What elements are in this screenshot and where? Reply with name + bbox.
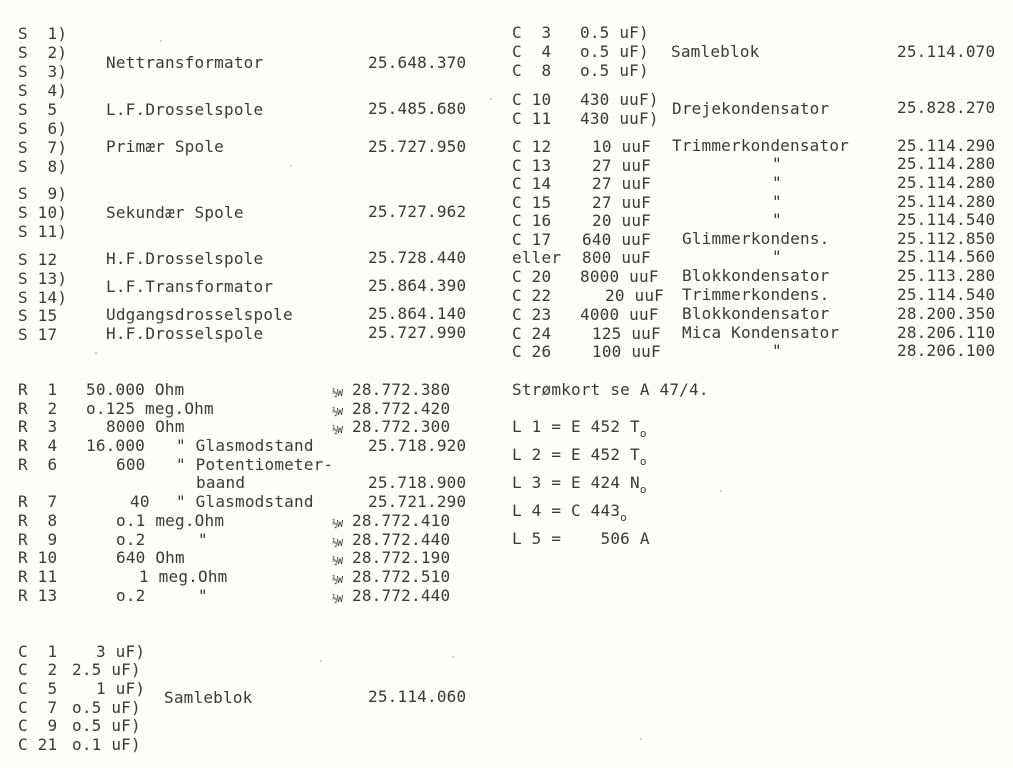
r-value: o.125 meg.Ohm [86, 399, 214, 418]
s-code: S 14) [18, 288, 68, 307]
c-name: Trimmerkondens. [682, 285, 830, 304]
c-number: 28.200.350 [897, 304, 996, 323]
c-code: C 3 [512, 23, 552, 42]
s-name: H.F.Drosselspole [106, 324, 264, 343]
c-value: 10 uuF [592, 137, 651, 156]
c-code: C 9 [18, 716, 58, 735]
c-value: 800 uuF [582, 248, 651, 267]
c-number: 25.114.280 [897, 173, 996, 192]
c-name: " [772, 210, 782, 229]
scan-speck [320, 660, 322, 662]
c-name: Samleblok [164, 688, 253, 707]
r-code: R 2 [18, 399, 58, 418]
c-value: 2.5 uF) [72, 660, 141, 679]
r-desc: " Glasmodstand [176, 436, 314, 455]
r-number: 28.772.420 [352, 399, 451, 418]
s-name: Primær Spole [106, 137, 224, 156]
c-code: C 11 [512, 109, 552, 128]
r-number: 25.721.290 [368, 492, 467, 511]
c-value: 1 uF) [96, 679, 146, 698]
r-watt: ½W [332, 519, 343, 530]
c-value: 3 uF) [96, 642, 146, 661]
r-value: 600 [116, 455, 146, 474]
s-number: 25.728.440 [368, 248, 467, 267]
r-number: 28.772.440 [352, 586, 451, 605]
s-code: S 3) [18, 62, 68, 81]
r-value: 16.000 [86, 436, 145, 455]
scan-speck [720, 490, 722, 492]
c-value: o.5 uF) [72, 698, 141, 717]
scan-speck [290, 165, 292, 167]
c-number: 28.206.110 [897, 323, 996, 342]
s-name: Udgangsdrosselspole [106, 305, 293, 324]
r-number: 25.718.900 [368, 473, 467, 492]
c-number: 25.113.280 [897, 266, 996, 285]
r-value: o.1 meg.Ohm [116, 511, 225, 530]
s-name: Sekundær Spole [106, 203, 244, 222]
c-code: C 24 [512, 324, 552, 343]
s-code: S 2) [18, 43, 68, 62]
c-code: C 23 [512, 305, 552, 324]
c-value: 27 uuF [592, 156, 651, 175]
c-code: C 14 [512, 174, 552, 193]
c-code: C 5 [18, 679, 58, 698]
lamp-entry: L 4 = C $443_o$ [512, 501, 627, 524]
c-name: " [772, 154, 782, 173]
s-number: 25.727.990 [368, 323, 467, 342]
s-code: S 17 [18, 325, 58, 344]
c-code: C 7 [18, 698, 58, 717]
c-code: C 15 [512, 193, 552, 212]
scan-speck [452, 656, 454, 658]
r-desc: " [198, 586, 208, 605]
c-number: 25.114.560 [897, 247, 996, 266]
r-value: o.2 [116, 586, 146, 605]
c-value: 20 uuF [605, 286, 664, 305]
r-code: R 6 [18, 455, 58, 474]
c-code: C 8 [512, 61, 552, 80]
r-watt: ½W [332, 538, 343, 549]
s-code: S 5 [18, 100, 58, 119]
c-number: 25.114.070 [897, 42, 996, 61]
r-code: R 13 [18, 586, 58, 605]
r-value: 8000 Ohm [106, 417, 185, 436]
c-number: 25.114.540 [897, 210, 996, 229]
s-number: 25.727.962 [368, 202, 467, 221]
s-number: 25.648.370 [368, 53, 467, 72]
c-value: o.1 uF) [72, 735, 141, 754]
lamp-entry: L 5 = 506 A [512, 529, 650, 548]
s-number: 25.864.390 [368, 276, 467, 295]
s-code: S 11) [18, 222, 68, 241]
scan-speck [640, 738, 642, 740]
c-number: 25.114.280 [897, 154, 996, 173]
c-value: 640 uuF [582, 230, 651, 249]
c-code: C 26 [512, 342, 552, 361]
scan-speck [160, 40, 162, 42]
c-name: Glimmerkondens. [682, 229, 830, 248]
c-value: 430 uuF) [580, 90, 659, 109]
c-value: 27 uuF [592, 174, 651, 193]
r-code: R 9 [18, 530, 58, 549]
c-name: " [772, 173, 782, 192]
c-value: 430 uuF) [580, 109, 659, 128]
r-desc: " Potentiometer- [176, 455, 334, 474]
r-code: R 8 [18, 511, 58, 530]
c-number: 28.206.100 [897, 341, 996, 360]
scan-speck [95, 352, 97, 354]
lamp-entry: L 3 = E 424 $N_o$ [512, 473, 647, 496]
c-code: C 21 [18, 735, 58, 754]
c-name: Blokkondensator [682, 304, 830, 323]
r-value: 640 Ohm [116, 548, 185, 567]
r-value: 40 [130, 492, 150, 511]
s-code: S 13) [18, 269, 68, 288]
s-code: S 8) [18, 157, 68, 176]
r-watt: ½W [332, 425, 343, 436]
c-name: Drejekondensator [672, 99, 830, 118]
c-code: C 1 [18, 642, 58, 661]
s-code: S 12 [18, 250, 58, 269]
c-code: C 22 [512, 286, 552, 305]
scan-speck [490, 98, 492, 100]
r-code: R 3 [18, 417, 58, 436]
r-watt: ½W [332, 575, 343, 586]
c-value: o.5 uF) [580, 61, 649, 80]
c-number: 25.112.850 [897, 229, 996, 248]
r-watt: ½W [332, 594, 343, 605]
r-value: 50.000 Ohm [86, 380, 185, 399]
r-number: 28.772.190 [352, 548, 451, 567]
r-code: R 7 [18, 492, 58, 511]
c-number: 25.828.270 [897, 98, 996, 117]
c-name: Trimmerkondensator [672, 136, 849, 155]
r-number: 28.772.410 [352, 511, 451, 530]
r-code: R 11 [18, 567, 58, 586]
s-name: L.F.Drosselspole [106, 100, 264, 119]
c-name: Blokkondensator [682, 266, 830, 285]
r-code: R 1 [18, 380, 58, 399]
r-watt: ½W [332, 556, 343, 567]
c-value: 20 uuF [592, 211, 651, 230]
r-number: 28.772.300 [352, 417, 451, 436]
s-code: S 9) [18, 184, 68, 203]
r-number: 28.772.380 [352, 380, 451, 399]
s-code: S 4) [18, 81, 68, 100]
r-number: 25.718.920 [368, 436, 467, 455]
lamp-entry: L 1 = E 452 $T_o$ [512, 417, 647, 440]
c-value: o.5 uF) [72, 716, 141, 735]
r-code: R 10 [18, 548, 58, 567]
s-code: S 10) [18, 203, 68, 222]
c-name: " [772, 341, 782, 360]
c-code: C 16 [512, 211, 552, 230]
r-number: 28.772.510 [352, 567, 451, 586]
c-code: C 2 [18, 660, 58, 679]
c-value: 100 uuF [592, 342, 661, 361]
s-number: 25.864.140 [368, 304, 467, 323]
c-code: C 20 [512, 267, 552, 286]
r-number: 28.772.440 [352, 530, 451, 549]
s-code: S 15 [18, 306, 58, 325]
c-number: 25.114.290 [897, 136, 996, 155]
r-value: o.2 [116, 530, 146, 549]
c-name: Mica Kondensator [682, 323, 840, 342]
c-number: 25.114.280 [897, 192, 996, 211]
r-desc: " Glasmodstand [176, 492, 314, 511]
r-desc: " [198, 530, 208, 549]
r-code: R 4 [18, 436, 58, 455]
r-desc: baand [196, 473, 246, 492]
s-code: S 1) [18, 24, 68, 43]
c-value: o.5 uF) [580, 42, 649, 61]
r-watt: ½W [332, 407, 343, 418]
c-value: 8000 uuF [580, 267, 659, 286]
c-name: " [772, 192, 782, 211]
c-value: 125 uuF [592, 324, 661, 343]
s-code: S 7) [18, 138, 68, 157]
c-number: 25.114.060 [368, 687, 467, 706]
c-code: C 17 [512, 230, 552, 249]
s-code: S 6) [18, 119, 68, 138]
c-value: 0.5 uF) [580, 23, 649, 42]
c-code: C 12 [512, 137, 552, 156]
power-card-note: Strømkort se A 47/4. [512, 380, 709, 399]
c-code: C 10 [512, 90, 552, 109]
r-watt: ½W [332, 388, 343, 399]
c-code: eller [512, 248, 562, 267]
c-code: C 13 [512, 156, 552, 175]
c-code: C 4 [512, 42, 552, 61]
c-value: 27 uuF [592, 193, 651, 212]
s-name: L.F.Transformator [106, 277, 274, 296]
c-name: " [772, 247, 782, 266]
lamp-entry: L 2 = E 452 $T_o$ [512, 445, 647, 468]
r-value: 1 meg.Ohm [139, 567, 228, 586]
s-name: Nettransformator [106, 53, 264, 72]
s-name: H.F.Drosselspole [106, 249, 264, 268]
c-name: Samleblok [671, 42, 760, 61]
c-value: 4000 uuF [580, 305, 659, 324]
c-number: 25.114.540 [897, 285, 996, 304]
s-number: 25.485.680 [368, 99, 467, 118]
s-number: 25.727.950 [368, 137, 467, 156]
